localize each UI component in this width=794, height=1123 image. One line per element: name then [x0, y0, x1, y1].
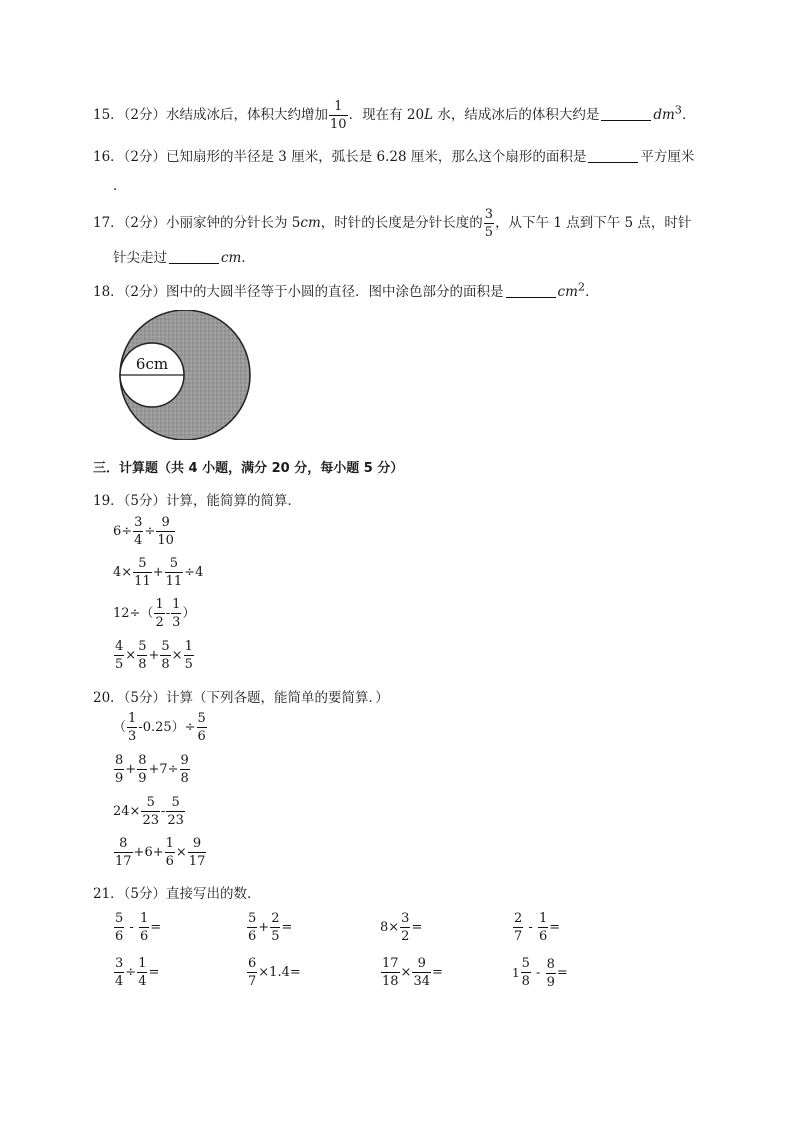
q21-item: $\frac{3}{4}$ ÷ $\frac{1}{4}$ = [115, 956, 160, 989]
question-16-cont: ． [113, 178, 127, 194]
question-18: 18．（2分）图中的大圆半径等于小圆的直径．图中涂色部分的面积是 $cm^2$． [93, 280, 599, 300]
q21-item: 1 $\frac{5}{8}$ - $\frac{8}{9}$ = [512, 956, 568, 990]
answer-blank[interactable] [506, 283, 556, 298]
q21-item: $\frac{17}{18}$ × $\frac{9}{34}$ = [382, 956, 443, 989]
question-17-cont: 针尖走过 cm． [113, 250, 255, 266]
q19-expression-1: 6÷ $\frac{3}{4}$ ÷ $\frac{9}{10}$ [113, 515, 174, 548]
question-21-title: 21．（5分）直接写出的数． [93, 886, 261, 902]
q20-expression-3: 24× $\frac{5}{23}$ - $\frac{5}{23}$ [113, 795, 184, 828]
fraction: $\frac{1}{10}$ [330, 99, 347, 132]
q20-expression-2: $\frac{8}{9}$ + $\frac{8}{9}$ +7÷ $\frac{9}{8}$ [115, 753, 189, 786]
q21-item: $\frac{5}{6}$ + $\frac{2}{5}$ = [248, 911, 293, 944]
question-15: 15．（2分）水结成冰后，体积大约增加 $\frac{1}{10}$ ．现在有 20L 水，结成冰后的体积大约是 $dm^3$． [93, 99, 696, 132]
q21-item: $\frac{6}{7}$ ×1.4= [248, 956, 301, 989]
circle-figure [112, 310, 257, 440]
answer-blank[interactable] [601, 106, 651, 121]
q21-item: $\frac{5}{6}$ - $\frac{1}{6}$ = [115, 911, 162, 944]
question-19-title: 19．（5分）计算，能简算的简算． [93, 493, 302, 509]
q19-expression-2: 4× $\frac{5}{11}$ + $\frac{5}{11}$ ÷4 [113, 556, 204, 589]
figure-label: 6cm [135, 355, 169, 373]
answer-blank[interactable] [169, 249, 219, 264]
section-title: 三．计算题（共 4 小题，满分 20 分，每小题 5 分） [93, 461, 404, 476]
q20-expression-4: $\frac{8}{17}$ +6+ $\frac{1}{6}$ × $\frac{9}{17}$ [115, 836, 206, 869]
answer-blank[interactable] [588, 148, 638, 163]
question-16: 16．（2分）已知扇形的半径是 3 厘米，弧长是 6.28 厘米，那么这个扇形的面积是 平方厘米 [93, 149, 695, 165]
fraction: $\frac{3}{5}$ [484, 207, 494, 240]
question-20-title: 20．（5分）计算（下列各题，能简单的要简算．） [93, 690, 389, 706]
q21-item: $\frac{2}{7}$ - $\frac{1}{6}$ = [514, 911, 561, 944]
q20-expression-1: （ $\frac{1}{3}$ -0.25）÷ $\frac{5}{6}$ [113, 711, 206, 744]
question-17: 17．（2分）小丽家钟的分针长为 5cm，时针的长度是分针长度的 $\frac{3}{5}$ ，从下午 1 点到下午 5 点，时针 [93, 207, 692, 240]
q19-expression-4: $\frac{4}{5}$ × $\frac{5}{8}$ + $\frac{5}{8}$ × $\frac{1}{5}$ [115, 639, 193, 672]
q19-expression-3: 12÷（ $\frac{1}{2}$ - $\frac{1}{3}$ ） [113, 597, 196, 630]
q21-item: 8× $\frac{3}{2}$ = [380, 911, 423, 944]
